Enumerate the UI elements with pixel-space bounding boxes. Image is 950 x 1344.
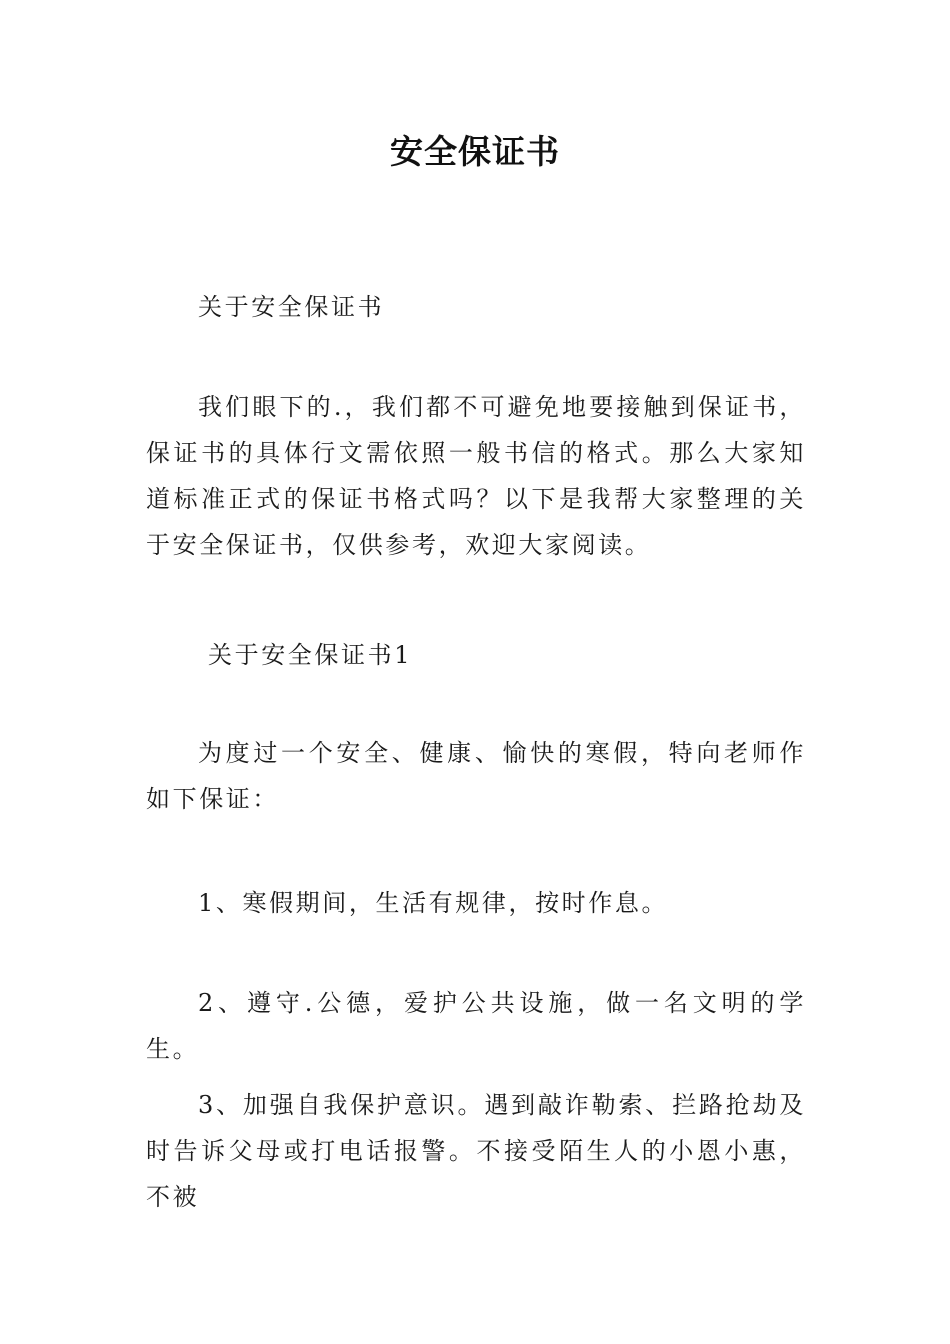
- list-item: 1、寒假期间，生活有规律，按时作息。: [198, 889, 669, 917]
- list-item: 2、遵守.公德，爱护公共设施，做一名文明的学生。: [146, 989, 806, 1063]
- subheading: 关于安全保证书: [198, 293, 385, 321]
- document-title: 安全保证书: [390, 132, 560, 171]
- section-heading: 关于安全保证书1: [208, 641, 413, 669]
- list-item: 3、加强自我保护意识。遇到敲诈勒索、拦路抢劫及时告诉父母或打电话报警。不接受陌生人的小恩小惠，不被: [146, 1091, 806, 1211]
- purpose-paragraph: 为度过一个安全、健康、愉快的寒假，特向老师作如下保证：: [146, 739, 806, 813]
- intro-paragraph: 我们眼下的.，我们都不可避免地要接触到保证书，保证书的具体行文需依照一般书信的格式。那么大家知道标准正式的保证书格式吗？以下是我帮大家整理的关于安全保证书，仅供参考，欢迎大家阅读。: [146, 393, 806, 559]
